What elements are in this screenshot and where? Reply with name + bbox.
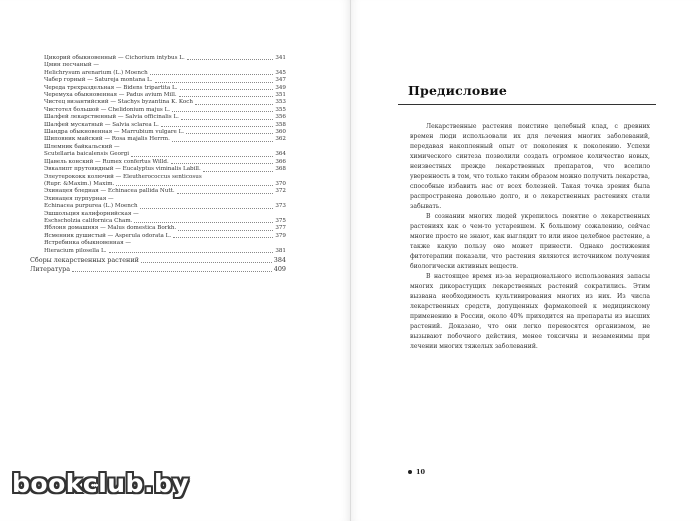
page-number xyxy=(408,468,425,476)
toc-entry-title: Цмин песчаный — xyxy=(44,62,99,69)
toc-entry-title: Эхинацея пурпурная — xyxy=(44,195,114,202)
toc-leader-dots xyxy=(172,110,273,112)
toc-leader-dots xyxy=(187,58,274,60)
toc-entry-page: 373 xyxy=(275,203,286,210)
toc-entry-page: 355 xyxy=(275,106,286,113)
toc-entry xyxy=(44,85,286,92)
toc-entry xyxy=(44,159,286,166)
toc-entry xyxy=(44,203,286,210)
toc-leader-dots xyxy=(131,155,273,157)
toc-leader-dots xyxy=(141,261,272,263)
toc-entry xyxy=(44,240,286,247)
toc-entry-page: 370 xyxy=(275,180,286,187)
toc-entry-title: Черемуха обыкновенная — Padus avium Mill. xyxy=(44,92,177,99)
toc-leader-dots xyxy=(180,88,274,90)
toc-entry-page: 362 xyxy=(275,136,286,143)
paragraph: В настоящее время из-за нерационального использования запасы многих дикорастущих лекарственных растений сократились. Этим вызвана необходимость культивирования многих из них. Из числа лекарственных средств, допущенных фармакопеей к медицинскому применению в России, около 40% приходится на препараты из высших растений. Доказано, что они легко переносятся организмом, не вызывают побочного действия, менее токсичны и незаменимы при лечении многих тяжелых заболеваний. xyxy=(410,273,650,350)
table-of-contents xyxy=(30,55,286,274)
toc-entry-title: Шлемник байкальский — xyxy=(44,143,120,150)
toc-entry-title: Шалфей мускатный — Salvia sclarea L. xyxy=(44,121,159,128)
toc-leader-dots xyxy=(109,251,274,253)
toc-leader-dots xyxy=(177,192,274,194)
toc-entry-title: Scutellaria baicalensis Georgi xyxy=(44,151,129,158)
toc-entry-page: 349 xyxy=(275,84,286,91)
toc-entry-page: 368 xyxy=(275,166,286,173)
toc-entry xyxy=(44,211,286,218)
toc-entry-page: 364 xyxy=(275,151,286,158)
toc-entry-page: 409 xyxy=(273,264,286,273)
toc-entry-page: 384 xyxy=(273,255,286,264)
toc-entry-page: 379 xyxy=(275,232,286,239)
toc-leader-dots xyxy=(173,236,273,238)
toc-entry-page: 375 xyxy=(275,217,286,224)
toc-entry xyxy=(44,77,286,84)
toc-entry-page: 366 xyxy=(275,158,286,165)
watermark: bookclub.by xyxy=(12,469,190,498)
preface-heading-block xyxy=(398,83,648,105)
toc-leader-dots xyxy=(150,73,274,75)
toc-entry-title: Echinacea purpurea (L.) Moench xyxy=(44,203,138,210)
paragraph: В сознании многих людей укрепилось понятие о лекарственных растениях как о чем-то устаревшем. К большому сожалению, сейчас многие просто не знают, как выглядит то или иное целебное растение, а также какую пользу оно может принести. Однако достижения фитотерапии показали, что растения являются источником получения биологически активных веществ. xyxy=(410,213,650,270)
toc-entry-page: 372 xyxy=(275,188,286,195)
title-rule xyxy=(398,104,656,105)
paragraph: Лекарственные растения поистине целебный клад, с древних времен люди использовали их для лечения многих заболеваний, передавая накопленный опыт от поколения к поколению. Успехи химического синтеза позволили создать огромное количество новых, неизвестных прежде лекарственных препаратов, что вселило уверенность в том, что только таким образом можно получить лекарства, способные избавить нас от всех болезней. Такая точка зрения была распространена довольно долго, и о лекарственных растениях стали забывать. xyxy=(410,123,650,210)
toc-entry xyxy=(44,196,286,203)
toc-leader-dots xyxy=(179,95,274,97)
toc-entry xyxy=(44,174,286,181)
toc-leader-dots xyxy=(155,81,274,83)
toc-entry xyxy=(44,136,286,143)
toc-entry xyxy=(44,151,286,158)
toc-top-entries xyxy=(30,256,286,274)
toc-leader-dots xyxy=(186,132,273,134)
toc-entry xyxy=(44,122,286,129)
toc-entry-title: Чабер горный — Satureja montana L. xyxy=(44,77,153,84)
toc-entry-page: 351 xyxy=(275,92,286,99)
toc-entry-page: 356 xyxy=(275,114,286,121)
toc-entry xyxy=(44,99,286,106)
toc-entry-title: Helichrysum arenarium (L.) Moench xyxy=(44,69,148,76)
toc-entry-title: Эхинацея бледная — Echinacea pallida Nutt. xyxy=(44,188,175,195)
toc-entry xyxy=(44,166,286,173)
toc-leader-dots xyxy=(195,103,273,105)
toc-leader-dots xyxy=(116,184,273,186)
toc-entry-title: Eschscholzia californica Cham. xyxy=(44,217,133,224)
toc-entry-title: Ястребинка обыкновенная — xyxy=(44,240,132,247)
toc-entry xyxy=(44,114,286,121)
toc-entry xyxy=(44,129,286,136)
toc-entry-title: Литература xyxy=(30,264,71,273)
toc-entry xyxy=(30,265,286,274)
toc-entry-title: (Rupr. &Maxim.) Maxim. xyxy=(44,180,115,187)
toc-leader-dots xyxy=(178,229,273,231)
page-number-value: 10 xyxy=(416,468,426,476)
toc-entry-title: Чистец византийский — Stachys byzantina K. Koch xyxy=(44,99,193,106)
toc-entry-title: Щавель конский — Rumex confertus Willd. xyxy=(44,158,169,165)
toc-entry-title: Шиповник майский — Rosa majalis Herrm. xyxy=(44,136,170,143)
toc-entry-title: Элеутерококк колючий — Eleutherococcus senticosus xyxy=(44,173,202,180)
toc-entry-title: Шандра обыкновенная — Marrubium vulgare L. xyxy=(44,129,185,136)
toc-leader-dots xyxy=(161,125,273,127)
toc-leader-dots xyxy=(172,140,273,142)
preface-body xyxy=(410,122,650,352)
toc-entry-page: 345 xyxy=(275,69,286,76)
toc-entry-title: Ясменник душистый — Asperula odorata L. xyxy=(44,232,172,239)
toc-entry-title: Эшшольция калифорнийская — xyxy=(44,210,139,217)
toc-entry-title: Шалфей лекарственный — Salvia officinalis L. xyxy=(44,114,179,121)
toc-entry xyxy=(44,62,286,69)
toc-entry xyxy=(44,144,286,151)
toc-entry xyxy=(44,225,286,232)
toc-entry-title: Чистотел большой — Chelidonium majus L. xyxy=(44,106,171,113)
toc-entry-page: 353 xyxy=(275,99,286,106)
toc-entry xyxy=(44,55,286,62)
toc-entry-page: 347 xyxy=(275,77,286,84)
toc-entry-title: Цикорий обыкновенный — Cichorium intybus L. xyxy=(44,55,185,61)
toc-leader-dots xyxy=(203,170,274,172)
toc-entry-page: 358 xyxy=(275,121,286,128)
toc-entry-title: Сборы лекарственных растений xyxy=(30,255,139,264)
toc-entry-title: Hieracium pilosella L. xyxy=(44,247,107,254)
toc-entry-page: 381 xyxy=(275,247,286,254)
bullet-icon xyxy=(408,470,412,474)
toc-entry-page: 377 xyxy=(275,225,286,232)
toc-entry xyxy=(44,248,286,255)
toc-leader-dots xyxy=(181,118,273,120)
toc-leader-dots xyxy=(134,221,273,223)
toc-entry xyxy=(44,188,286,195)
page-title: Предисловие xyxy=(408,83,507,98)
toc-entry xyxy=(30,256,286,265)
toc-leader-dots xyxy=(140,207,274,209)
toc-entry-page: 360 xyxy=(275,129,286,136)
toc-entry-title: Череда трехраздельная — Bidens tripartita L. xyxy=(44,84,178,91)
toc-leader-dots xyxy=(72,270,272,272)
toc-entry xyxy=(44,92,286,99)
toc-entry-title: Эвкалипт прутовидный — Eucalyptus viminalis Labill. xyxy=(44,166,201,173)
toc-entry-page: 341 xyxy=(275,55,286,61)
toc-leader-dots xyxy=(171,162,274,164)
toc-entries xyxy=(30,55,286,255)
toc-entry-title: Яблоня домашняя — Malus domestica Borkh. xyxy=(44,225,177,232)
